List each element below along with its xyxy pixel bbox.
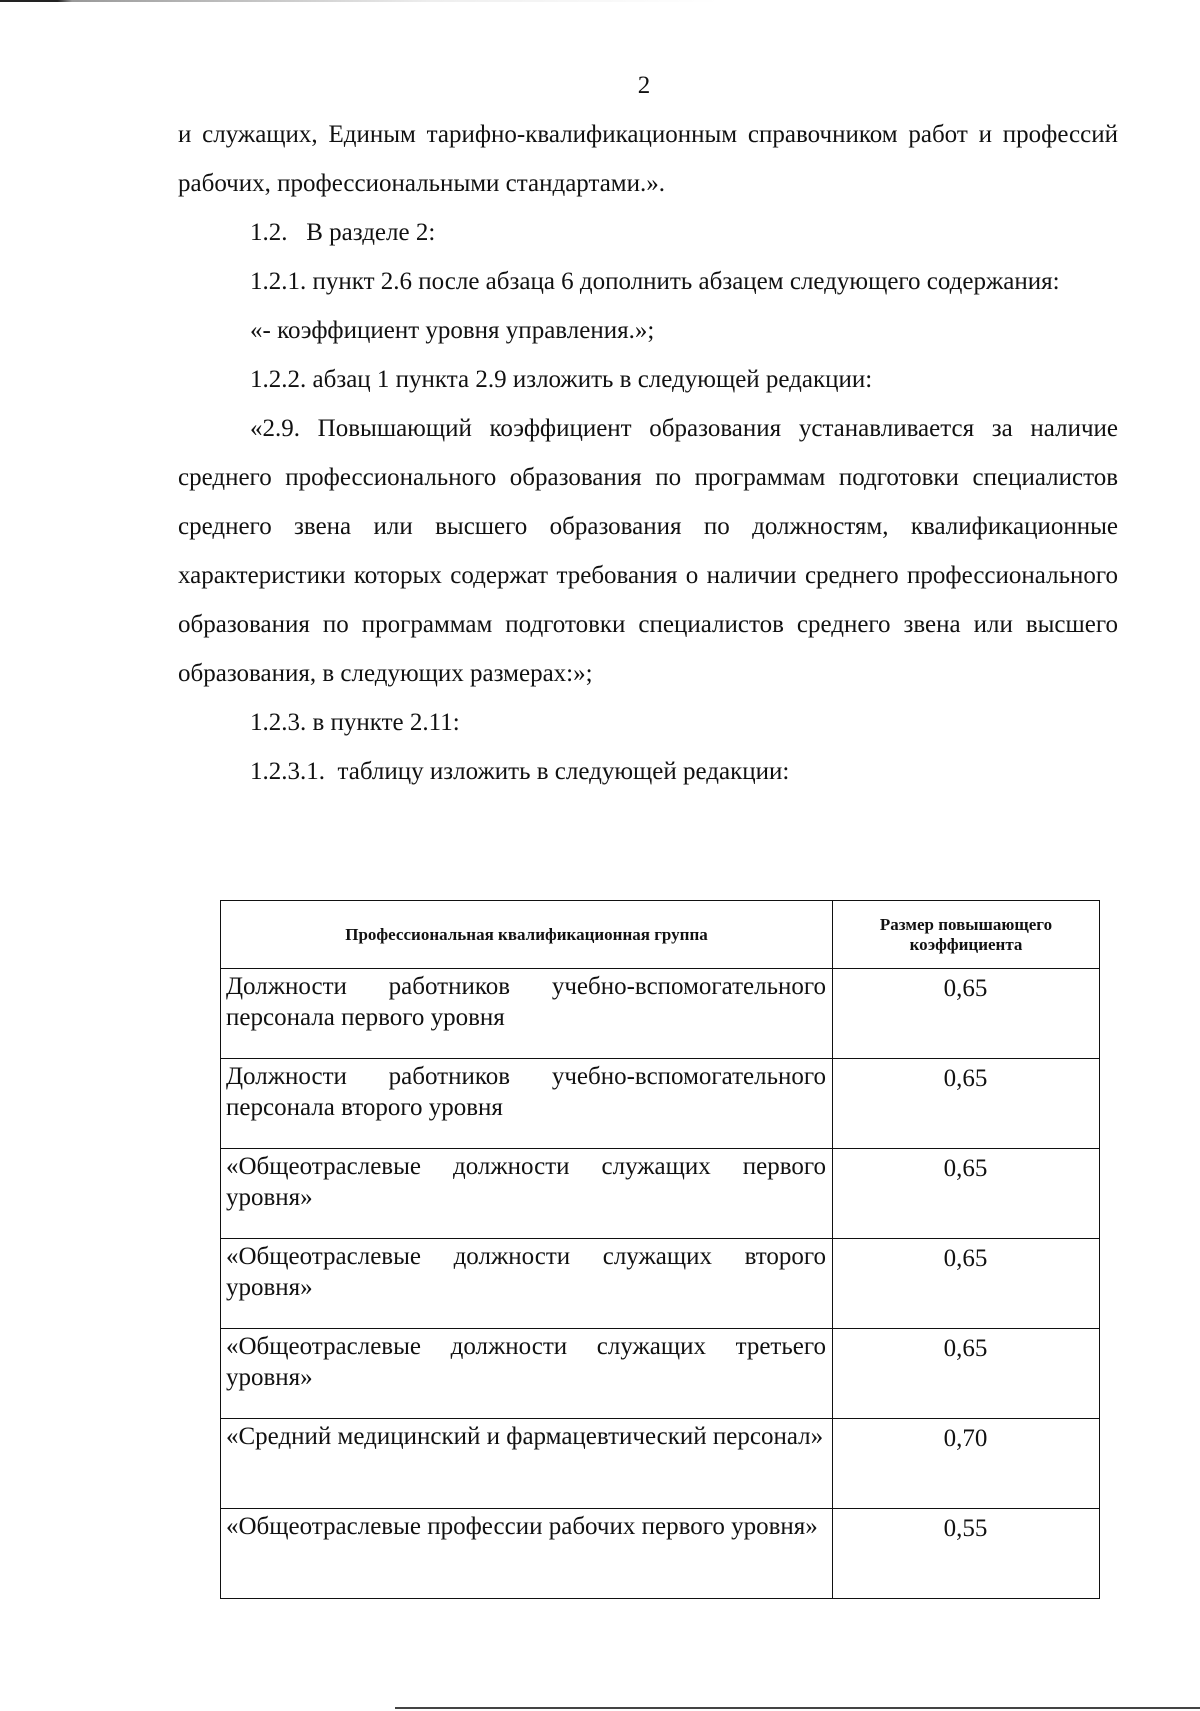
group-cell: Должности работников учебно-вспомогательного персонала первого уровня [221, 969, 833, 1059]
coefficient-cell: 0,65 [833, 1239, 1100, 1329]
coefficient-cell: 0,70 [833, 1419, 1100, 1509]
group-cell: Должности работников учебно-вспомогательного персонала второго уровня [221, 1059, 833, 1149]
group-cell: «Средний медицинский и фармацевтический персонал» [221, 1419, 833, 1509]
paragraph-2-9: «2.9. Повышающий коэффициент образования устанавливается за наличие среднего профессионального образования по программам подготовки специалистов среднего звена или высшего образования по должностям, квалификационные характеристики которых содержат требования о наличии среднего профессионального образования по программам подготовки специалистов среднего звена или высшего образования, в следующих размерах:»; [178, 415, 1118, 687]
document-body [178, 110, 1118, 796]
coefficient-cell: 0,65 [833, 1059, 1100, 1149]
paragraph-1-2-3: 1.2.3. в пункте 2.11: [250, 709, 460, 736]
paragraph-section-1-2: 1.2. В разделе 2: [250, 219, 436, 246]
table-row [221, 1239, 1100, 1329]
paragraph-quote-coefficient: «- коэффициент уровня управления.»; [250, 317, 655, 344]
page-number: 2 [637, 72, 651, 99]
table-row [221, 1509, 1100, 1599]
column-header-coefficient: Размер повышающего коэффициента [833, 901, 1100, 969]
table-row [221, 1059, 1100, 1149]
coefficient-cell: 0,65 [833, 1149, 1100, 1239]
table-header-row [221, 901, 1100, 969]
column-header-group: Профессиональная квалификационная группа [221, 901, 833, 969]
paragraph-1-2-3-1: 1.2.3.1. таблицу изложить в следующей редакции: [250, 758, 790, 785]
group-cell: «Общеотраслевые должности служащих второго уровня» [221, 1239, 833, 1329]
table-row [221, 1419, 1100, 1509]
scan-edge-top [0, 0, 720, 2]
coefficient-cell: 0,65 [833, 1329, 1100, 1419]
coefficient-table [220, 900, 1100, 1599]
paragraph-1-2-1: 1.2.1. пункт 2.6 после абзаца 6 дополнить абзацем следующего содержания: [250, 268, 1060, 295]
coefficient-cell: 0,55 [833, 1509, 1100, 1599]
table-row [221, 1149, 1100, 1239]
group-cell: «Общеотраслевые должности служащих третьего уровня» [221, 1329, 833, 1419]
table-row [221, 969, 1100, 1059]
scan-edge-bottom [395, 1707, 1200, 1709]
paragraph-continuation: и служащих, Единым тарифно-квалификационным справочником работ и профессий рабочих, профессиональными стандартами.». [178, 121, 1118, 197]
paragraph-1-2-2: 1.2.2. абзац 1 пункта 2.9 изложить в следующей редакции: [250, 366, 873, 393]
group-cell: «Общеотраслевые профессии рабочих первого уровня» [221, 1509, 833, 1599]
coefficient-cell: 0,65 [833, 969, 1100, 1059]
group-cell: «Общеотраслевые должности служащих первого уровня» [221, 1149, 833, 1239]
table-row [221, 1329, 1100, 1419]
